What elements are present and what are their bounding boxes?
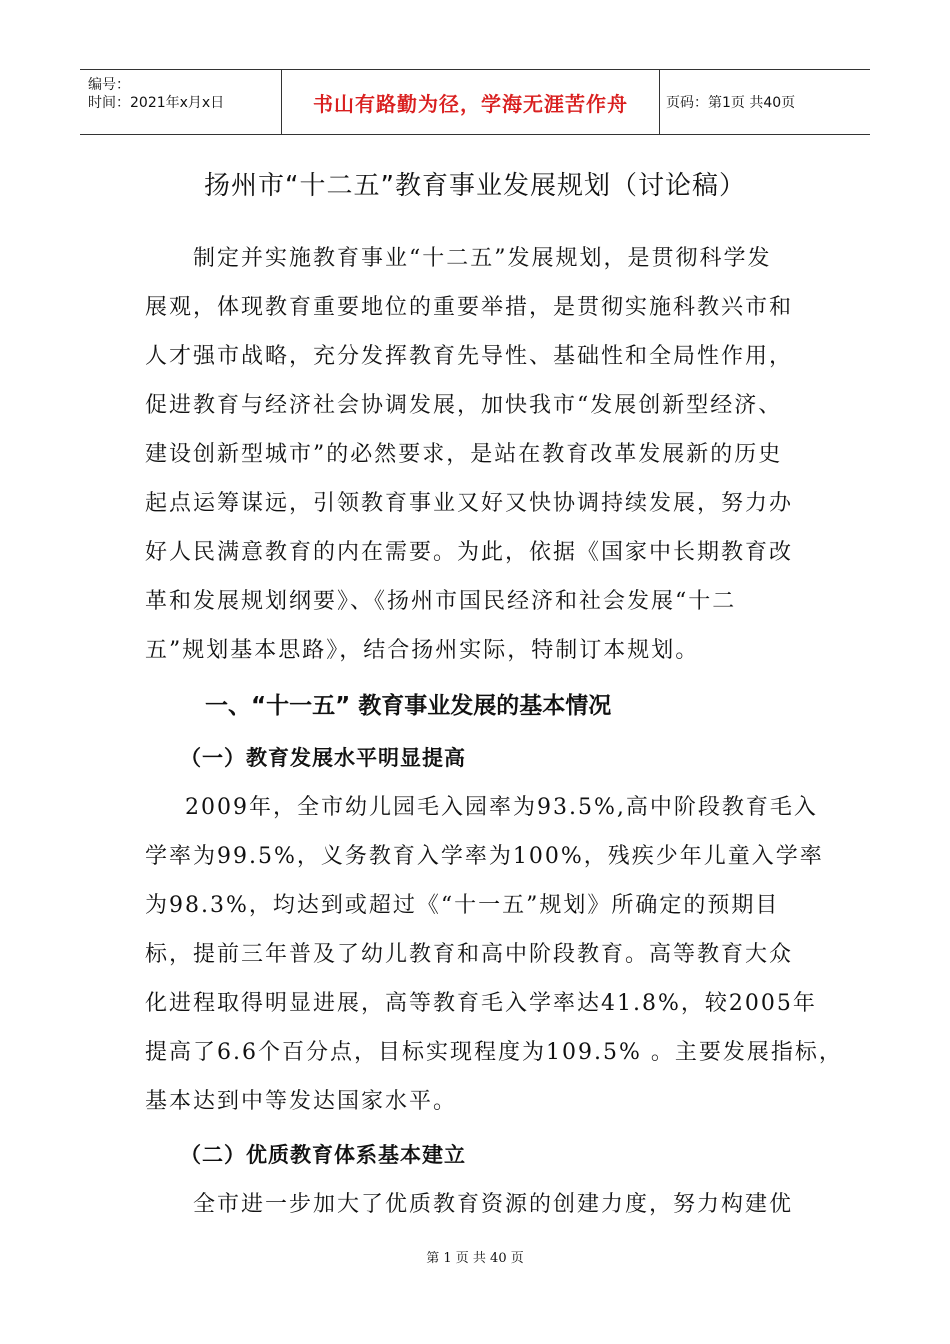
page-number: 页码：第1页 共40页 bbox=[666, 95, 796, 111]
motto: 书山有路勤为径，学海无涯苦作舟 bbox=[313, 91, 628, 116]
text-line: 学率为99.5%，义务教育入学率为100%，残疾少年儿童入学率 bbox=[145, 844, 824, 869]
page-header bbox=[80, 69, 870, 135]
header-page-cell bbox=[660, 70, 870, 134]
page-footer: 第 1 页 共 40 页 bbox=[426, 1251, 524, 1266]
sub1-paragraph bbox=[145, 783, 843, 1126]
text-line: 起点运筹谋远，引领教育事业又好又快协调持续发展，努力办 bbox=[145, 491, 794, 516]
text-line: 人才强市战略，充分发挥教育先导性、基础性和全局性作用， bbox=[145, 344, 794, 369]
intro-paragraph bbox=[145, 234, 825, 675]
text-line: 为98.3%，均达到或超过《“十一五”规划》所确定的预期目 bbox=[145, 893, 780, 918]
text-line: 制定并实施教育事业“十二五”发展规划，是贯彻科学发 bbox=[193, 246, 772, 271]
text-line: 标，提前三年普及了幼儿教育和高中阶段教育。高等教育大众 bbox=[145, 942, 794, 967]
serial-label: 编号： bbox=[88, 77, 130, 93]
text-line: 革和发展规划纲要》、《扬州市国民经济和社会发展“十二 bbox=[145, 589, 737, 614]
text-line: 全市进一步加大了优质教育资源的创建力度，努力构建优 bbox=[193, 1192, 794, 1217]
header-motto-cell bbox=[282, 70, 660, 134]
date-label: 时间：2021年x月x日 bbox=[88, 95, 225, 111]
text-line: 展观，体现教育重要地位的重要举措，是贯彻实施科教兴市和 bbox=[145, 295, 794, 320]
header-meta bbox=[80, 70, 282, 134]
text-line: 五”规划基本思路》，结合扬州实际，特制订本规划。 bbox=[145, 638, 700, 663]
text-line: 化进程取得明显进展，高等教育毛入学率达41.8%，较2005年 bbox=[145, 991, 817, 1016]
sub2-paragraph bbox=[145, 1180, 825, 1229]
subsection-heading: （一）教育发展水平明显提高 bbox=[180, 745, 466, 770]
text-line: 建设创新型城市”的必然要求，是站在教育改革发展新的历史 bbox=[145, 442, 783, 467]
text-line: 促进教育与经济社会协调发展，加快我市“发展创新型经济、 bbox=[145, 393, 783, 418]
text-line: 提高了6.6个百分点，目标实现程度为109.5% 。主要发展指标， bbox=[145, 1040, 843, 1065]
text-line: 2009年，全市幼儿园毛入园率为93.5%,高中阶段教育毛入 bbox=[185, 795, 818, 820]
text-line: 基本达到中等发达国家水平。 bbox=[145, 1089, 458, 1114]
document-title: 扬州市“十二五”教育事业发展规划（讨论稿） bbox=[204, 171, 746, 201]
section-heading: 一、“十一五” 教育事业发展的基本情况 bbox=[205, 693, 612, 719]
subsection-heading: （二）优质教育体系基本建立 bbox=[180, 1142, 466, 1167]
text-line: 好人民满意教育的内在需要。为此，依据《国家中长期教育改 bbox=[145, 540, 794, 565]
